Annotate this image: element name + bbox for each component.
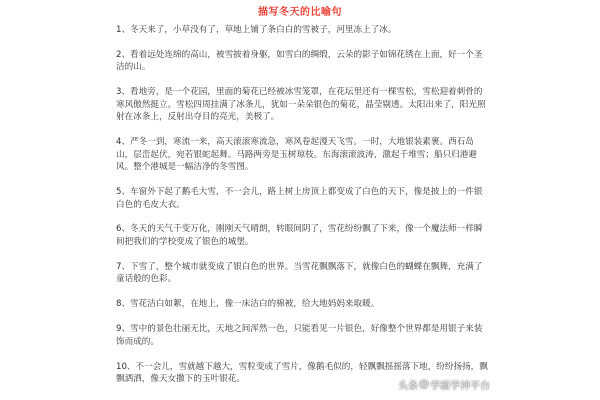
list-item: 2、看着远处连绵的高山，被雪披着身躯，如雪白的绸缎，云朵的影子如锦花绣在上面，好一个圣洁的山。 bbox=[116, 49, 483, 73]
list-item: 1、冬天来了，小草没有了，草地上铺了条白白的雪被子，河里冻上了冰。 bbox=[116, 25, 397, 35]
article-title: 描写冬天的比喻句 bbox=[258, 7, 342, 18]
list-item: 5、车窗外下起了鹅毛大雪，不一会儿，路上树上房顶上都变成了白色的天下，像是披上的一件银白色的毛皮大衣。 bbox=[116, 187, 483, 210]
source-watermark bbox=[398, 377, 490, 392]
list-item: 8、雪花洁白如絮，在地上，像一床洁白的棉被，给大地妈妈来取暖。 bbox=[116, 299, 380, 310]
watermark-at: @ bbox=[419, 379, 429, 390]
simile-list bbox=[116, 24, 490, 398]
watermark-account: 学霸学神平台 bbox=[430, 381, 490, 392]
list-item: 7、下雪了，整个城市就变成了银白色的世界。当雪花飘飘落下，就像白色的蝴蝶在飘舞，充满了童话般的色彩。 bbox=[116, 261, 483, 285]
list-item: 9、雪中的景色壮丽无比，天地之间浑然一色，只能看见一片银色，好像整个世界都是用银子来装饰而成的。 bbox=[116, 324, 483, 347]
list-item: 10、不一会儿，雪就越下越大，雪粒变成了雪片，像鹅毛似的，轻飘飘摇摇落下地，纷纷扬扬，飘飘洒洒，像天女撒下的玉叶银花。 bbox=[116, 361, 488, 385]
list-item: 3、看地旁，是一个花园，里面的菊花已经被冰雪笼罩，在花坛里还有一棵雪松，雪松迎着刺骨的寒风傲然挺立。雪松四周挂满了冰条儿，犹如一朵朵银色的菊花，晶莹剔透。太阳出来了，阳光照射在冰条上，反射出夺目的亮光，美极了。 bbox=[116, 87, 486, 123]
list-item: 6、冬天的天气千变万化，刚刚天气晴朗，转眼间阴了，雪花纷纷飘了下来，像一个魔法师一样瞬间把我们的学校变成了银色的城堡。 bbox=[116, 224, 483, 247]
watermark-source: 头条 bbox=[398, 381, 418, 392]
list-item: 4、严冬一到，寒流一来，高天滚滚寒流急，寒风卷起漫天飞雪。一时，大地银装素裹。西石岛山，层峦起伏，宛若银蛇起舞。马路两旁是玉树琼枝。东海滚滚波涛，激起千堆雪；船只归港避风。整个港城是一幅洁净的冬雪图。 bbox=[116, 137, 477, 173]
